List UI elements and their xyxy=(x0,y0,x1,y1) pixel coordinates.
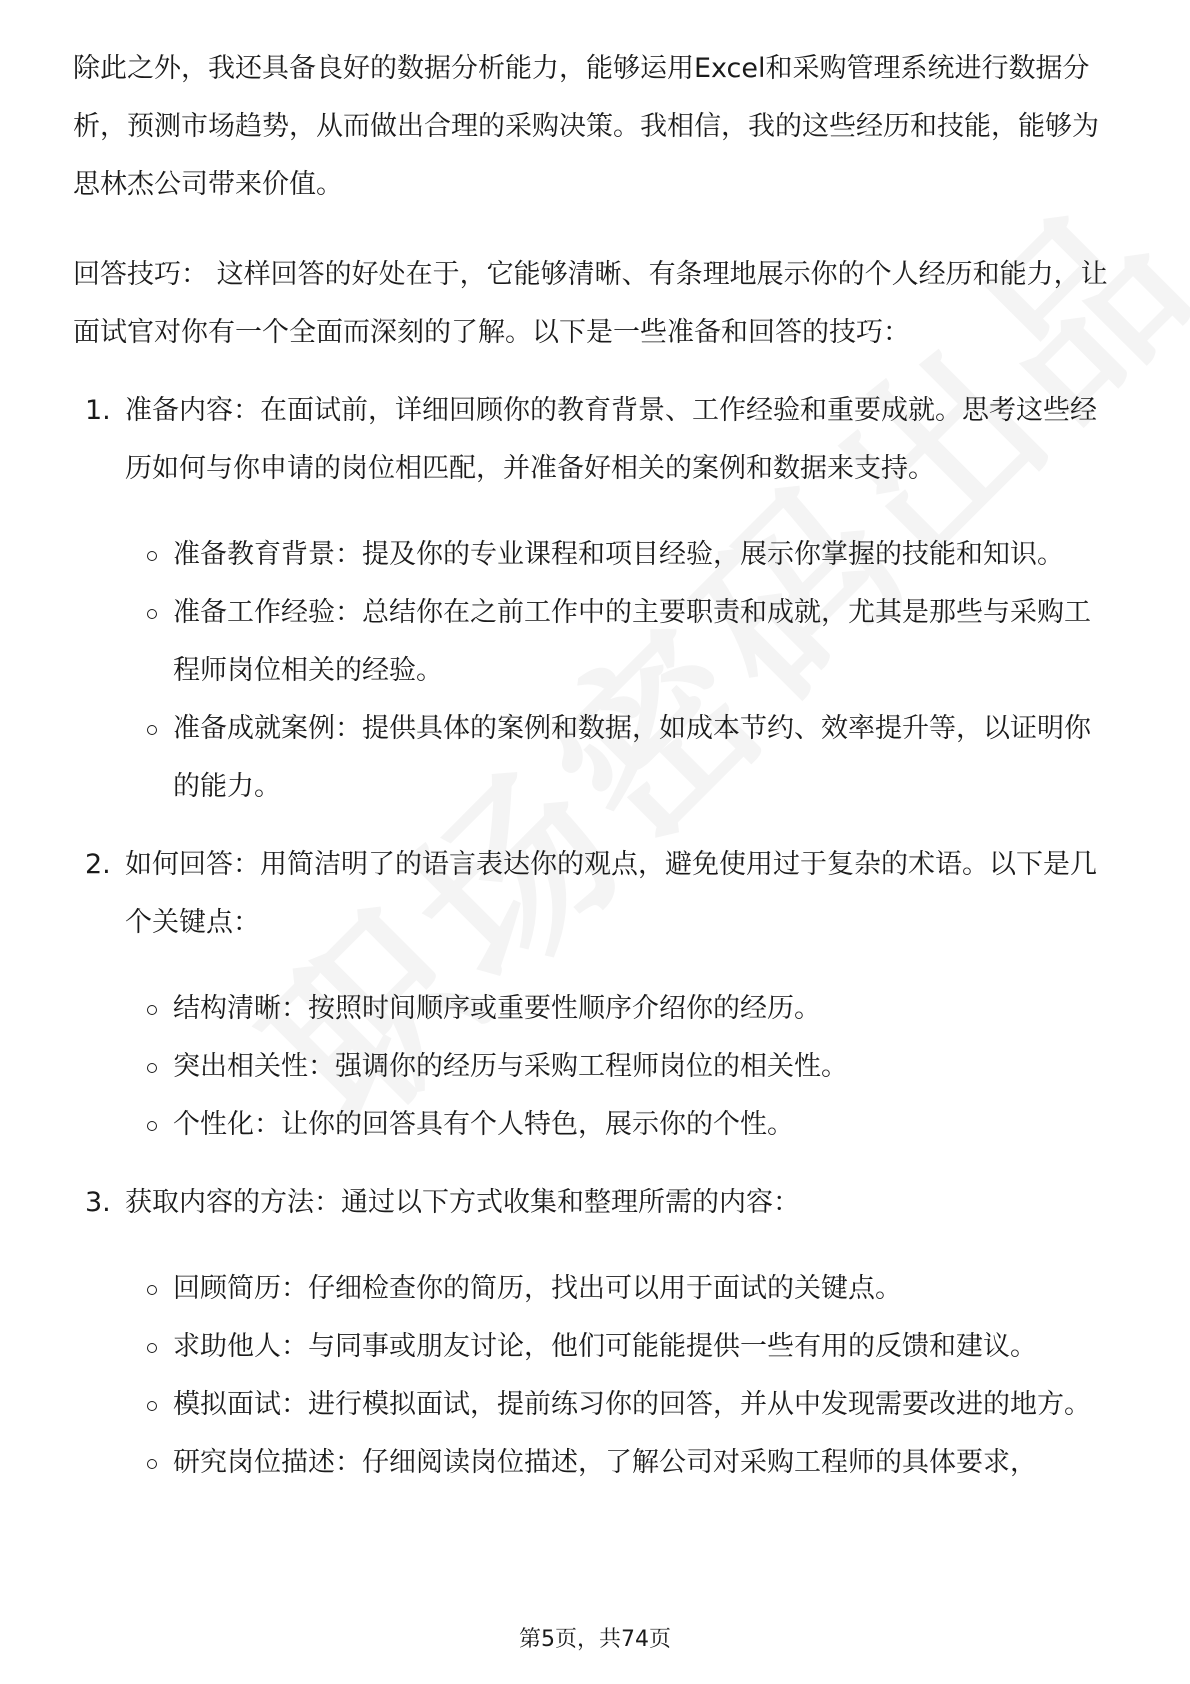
bullet-icon xyxy=(147,1005,157,1015)
list-item-gather xyxy=(73,1174,1113,1492)
tips-list xyxy=(73,382,1113,1492)
bullet-icon xyxy=(147,1343,157,1353)
list-item-text: 获取内容的方法：通过以下方式收集和整理所需的内容： xyxy=(125,1187,800,1218)
sub-list-item xyxy=(125,1038,1113,1096)
sub-list-item xyxy=(125,526,1113,584)
bullet-icon xyxy=(147,1459,157,1469)
list-number: 3. xyxy=(85,1187,111,1218)
list-item-text: 准备内容：在面试前，详细回顾你的教育背景、工作经验和重要成就。思考这些经历如何与你申请的岗位相匹配，并准备好相关的案例和数据来支持。 xyxy=(125,395,1097,484)
sub-list-item-text: 突出相关性：强调你的经历与采购工程师岗位的相关性。 xyxy=(173,1051,848,1082)
sub-list xyxy=(125,526,1113,816)
list-number: 1. xyxy=(85,395,111,426)
sub-list-item xyxy=(125,1318,1113,1376)
document-body xyxy=(73,40,1113,1512)
bullet-icon xyxy=(147,551,157,561)
list-item-text: 如何回答：用简洁明了的语言表达你的观点，避免使用过于复杂的术语。以下是几个关键点： xyxy=(125,849,1097,938)
bullet-icon xyxy=(147,725,157,735)
sub-list-item xyxy=(125,1260,1113,1318)
sub-list-item-text: 准备成就案例：提供具体的案例和数据，如成本节约、效率提升等，以证明你的能力。 xyxy=(173,713,1091,802)
sub-list xyxy=(125,1260,1113,1492)
sub-list-item xyxy=(125,1434,1113,1492)
sub-list-item xyxy=(125,584,1113,700)
sub-list-item xyxy=(125,980,1113,1038)
page-footer: 第5页，共74页 xyxy=(519,1627,671,1652)
sub-list-item-text: 回顾简历：仔细检查你的简历，找出可以用于面试的关键点。 xyxy=(173,1273,902,1304)
sub-list-item-text: 个性化：让你的回答具有个人特色，展示你的个性。 xyxy=(173,1109,794,1140)
list-item-answer xyxy=(73,836,1113,1154)
bullet-icon xyxy=(147,609,157,619)
sub-list-item-text: 准备工作经验：总结你在之前工作中的主要职责和成就，尤其是那些与采购工程师岗位相关的经验。 xyxy=(173,597,1091,686)
list-item-prepare xyxy=(73,382,1113,816)
sub-list-item-text: 准备教育背景：提及你的专业课程和项目经验，展示你掌握的技能和知识。 xyxy=(173,539,1064,570)
tips-paragraph: 回答技巧： 这样回答的好处在于，它能够清晰、有条理地展示你的个人经历和能力，让面试官对你有一个全面而深刻的了解。以下是一些准备和回答的技巧： xyxy=(73,259,1108,348)
sub-list-item xyxy=(125,1376,1113,1434)
list-number: 2. xyxy=(85,849,111,880)
bullet-icon xyxy=(147,1121,157,1131)
sub-list-item-text: 研究岗位描述：仔细阅读岗位描述，了解公司对采购工程师的具体要求， xyxy=(173,1447,1037,1478)
bullet-icon xyxy=(147,1401,157,1411)
intro-paragraph: 除此之外，我还具备良好的数据分析能力，能够运用Excel和采购管理系统进行数据分析，预测市场趋势，从而做出合理的采购决策。我相信，我的这些经历和技能，能够为思林杰公司带来价值。 xyxy=(73,53,1099,200)
sub-list-item xyxy=(125,1096,1113,1154)
sub-list-item xyxy=(125,700,1113,816)
bullet-icon xyxy=(147,1063,157,1073)
sub-list-item-text: 结构清晰：按照时间顺序或重要性顺序介绍你的经历。 xyxy=(173,993,821,1024)
sub-list-item-text: 模拟面试：进行模拟面试，提前练习你的回答，并从中发现需要改进的地方。 xyxy=(173,1389,1091,1420)
sub-list xyxy=(125,980,1113,1154)
sub-list-item-text: 求助他人：与同事或朋友讨论，他们可能能提供一些有用的反馈和建议。 xyxy=(173,1331,1037,1362)
bullet-icon xyxy=(147,1285,157,1295)
